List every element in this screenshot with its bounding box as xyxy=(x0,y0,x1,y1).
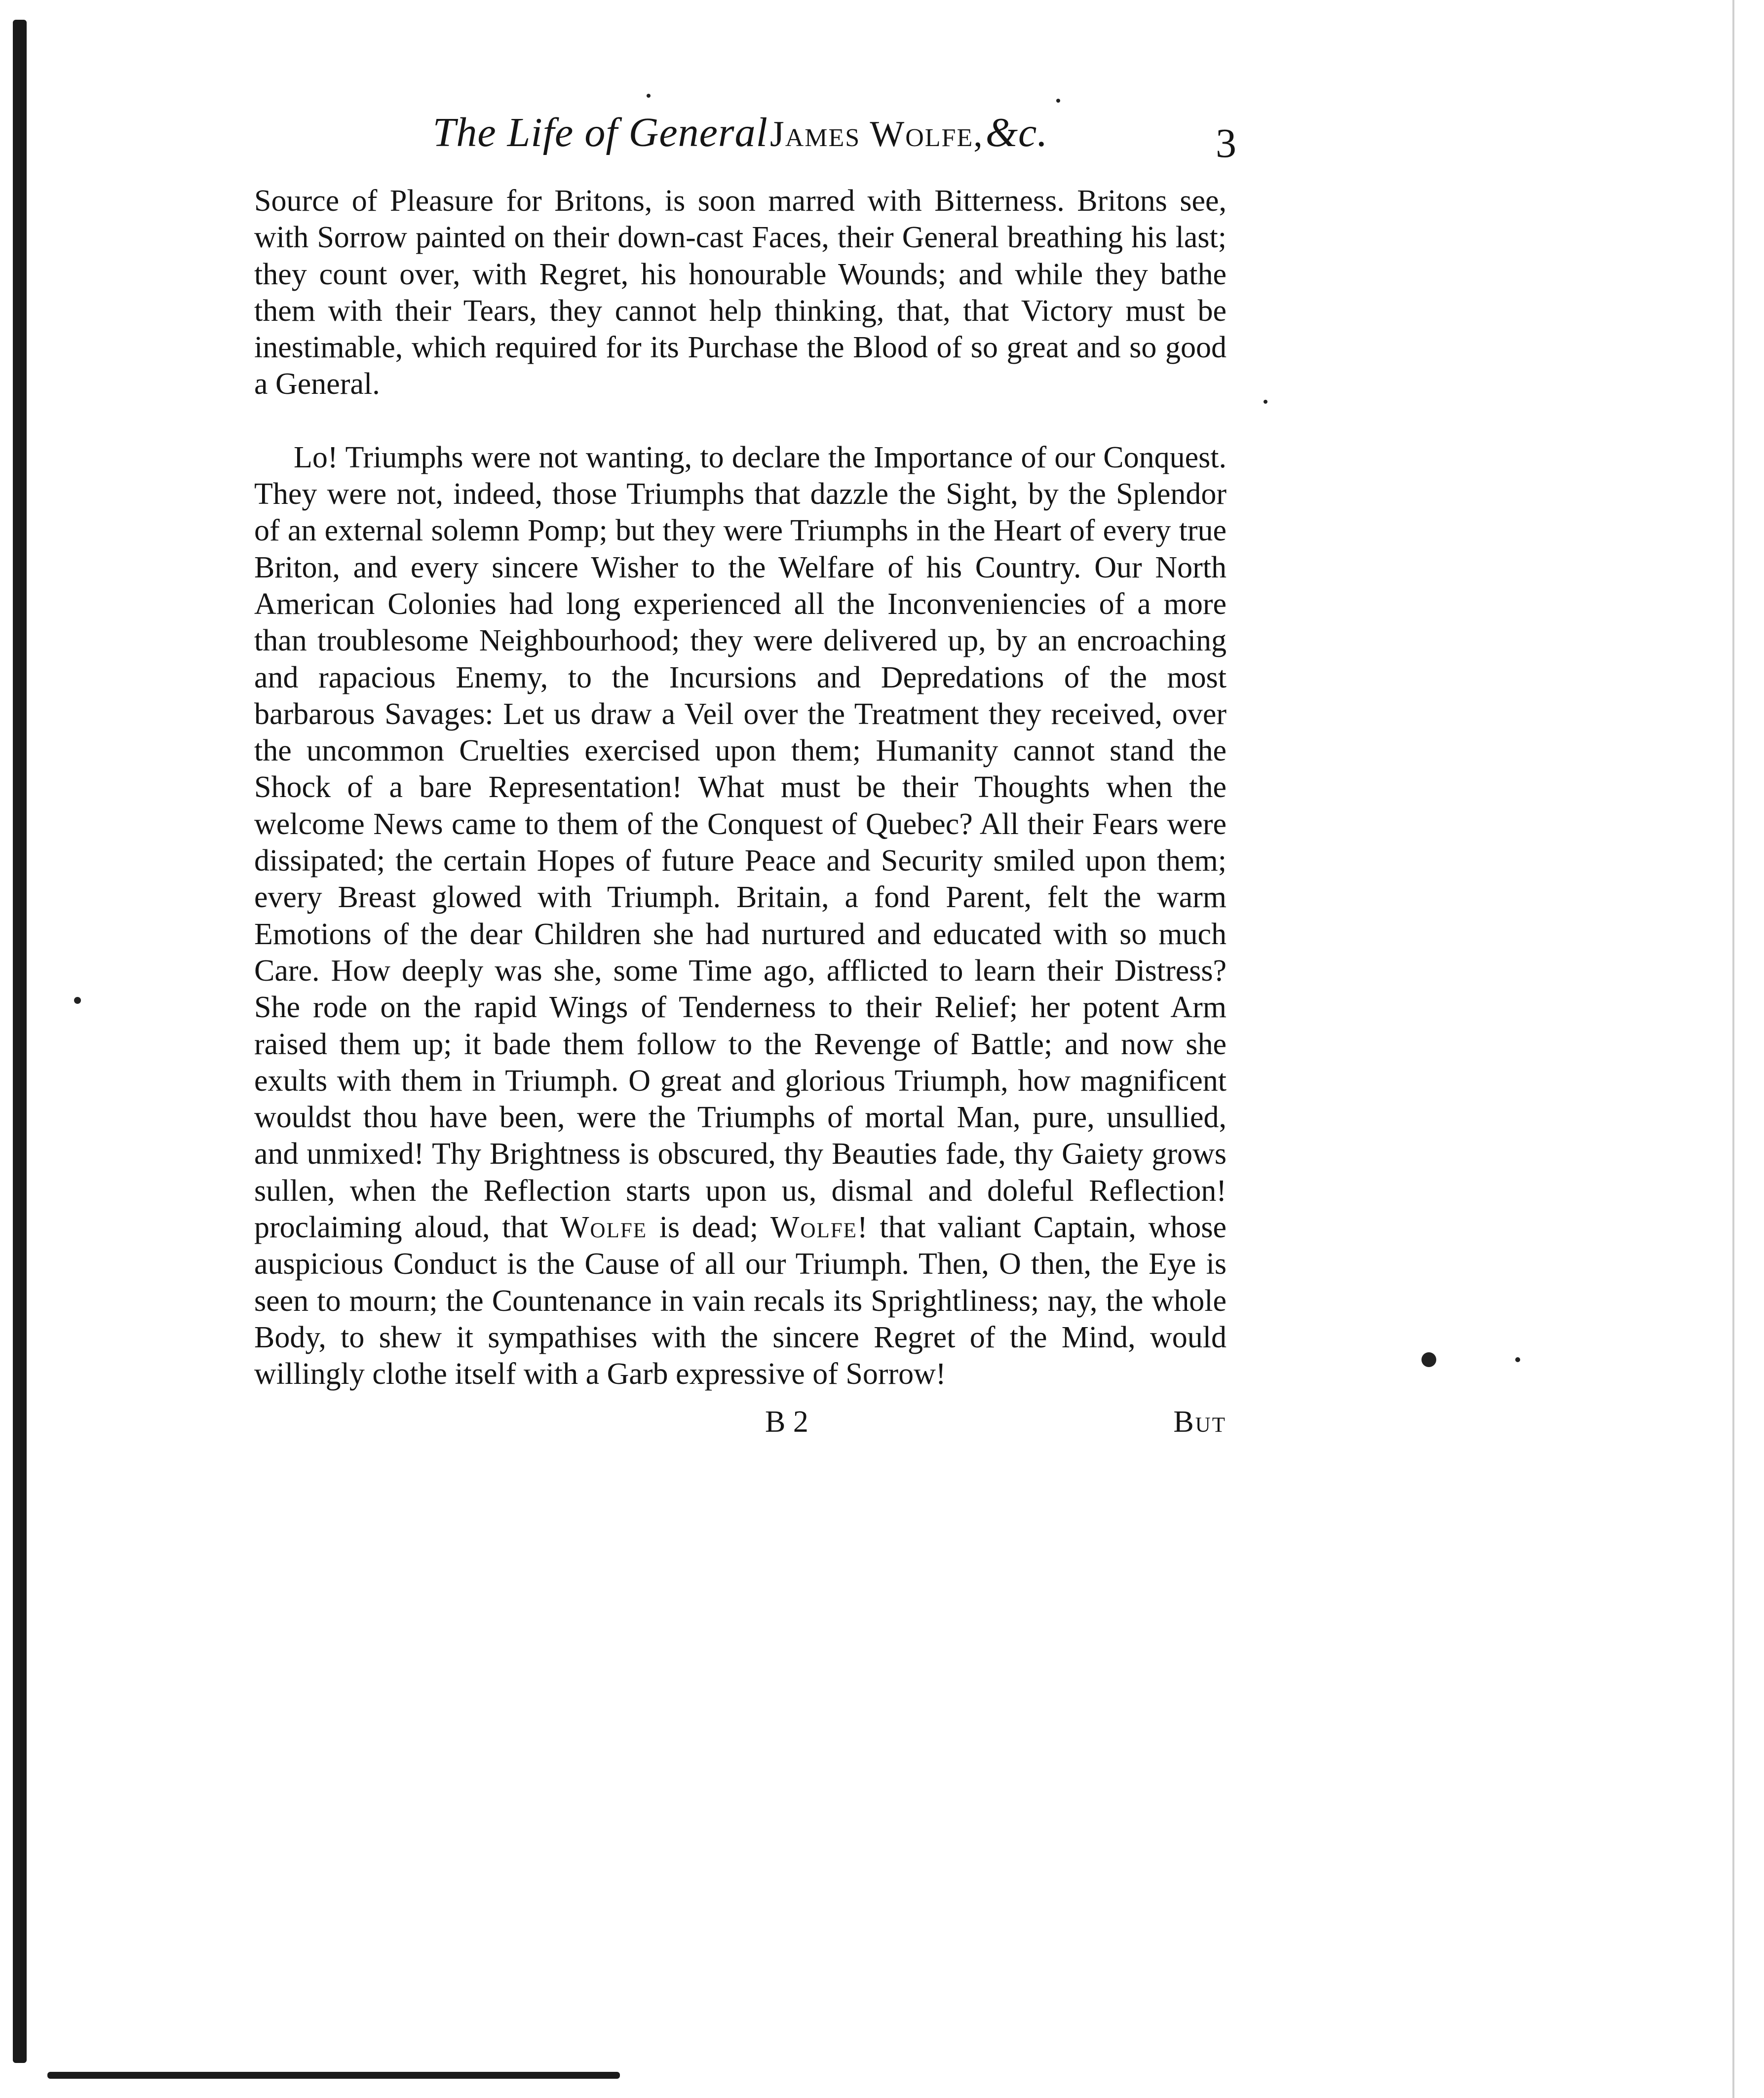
ink-speck xyxy=(1421,1352,1436,1367)
body-text xyxy=(254,183,1227,1393)
running-head-etc: &c. xyxy=(985,110,1048,155)
ink-speck xyxy=(1264,400,1267,404)
catchword: But xyxy=(1173,1405,1227,1439)
scan-shadow-bottom xyxy=(47,2072,620,2079)
scan-edge-right xyxy=(1732,0,1734,2098)
ink-speck xyxy=(74,997,81,1004)
page-number: 3 xyxy=(1216,120,1236,166)
ink-speck xyxy=(1056,99,1060,103)
running-head xyxy=(254,109,1236,183)
book-page xyxy=(254,109,1236,1444)
paragraph-text-part: is dead; xyxy=(659,1211,759,1245)
ink-speck xyxy=(1515,1357,1520,1362)
paragraph-continued: Source of Pleasure for Britons, is soon marred with Bitterness. Britons see, with Sorrow painted on their down-cast Faces, their General breathing his last; they count over, with Regret, his honourable Wounds; and while they bathe them with their Tears, they cannot help thinking, that, that Victory must be inestimable, which required for its Purchase the Blood of so great and so good a General. xyxy=(254,184,1227,401)
paragraph-lo-triumphs xyxy=(254,439,1227,1393)
paragraph-text-part: Lo! Triumphs were not wanting, to declare the Importance of our Conquest. They were not, indeed, those Triumphs that dazzle the Sight, by the Splendor of an external solemn Pomp; but they were Triumphs in the Heart of every true Briton, and every sincere Wisher to the Welfare of his Country. Our North American Colonies had long experienced all the Inconveniencies of a more than troublesome Neighbourhood; they were delivered up, by an encroaching and rapacious Enemy, to the Incursions and Depredations of the most barbarous Savages: Let us draw a Veil over the Treatment they received, over the uncommon Cruelties exercised upon them; Humanity cannot stand the Shock of a bare Representation! What must be their Thoughts when the welcome News came to them of the Conquest of Quebec? All their Fears were dissipated; the certain Hopes of future Peace and Security smiled upon them; every Breast glowed with Triumph. Britain, a fond Parent, felt the warm Emotions of the dear Children she had nurtured and educated with so much Care. How deeply was she, some Time ago, afflicted to learn their Distress? She rode on the rapid Wings of Tenderness to their Relief; her potent Arm raised them up; it bade them follow to the Revenge of Battle; and now she exults with them in Triumph. O great and glorious Triumph, how magnificent wouldst thou have been, were the Triumphs of mortal Man, pure, unsullied, and unmixed! Thy Brightness is obscured, thy Beauties fade, thy Gaiety grows sullen, when the Reflection starts upon us, dismal and doleful Reflection! proclaiming aloud, that xyxy=(254,440,1227,1245)
signature-mark: B 2 xyxy=(765,1405,808,1439)
ink-speck xyxy=(647,94,651,98)
running-head-title: The Life of General xyxy=(432,110,768,155)
running-head-name: James Wolfe, xyxy=(769,114,984,154)
name-wolfe: Wolfe xyxy=(560,1211,648,1245)
name-wolfe: Wolfe xyxy=(770,1211,857,1245)
paragraph-text-part: ! that valiant Captain, whose auspicious Conduct is the Cause of all our Triumph. Then, O then, the Eye is seen to mourn; the Countenance in vain recals its Sprightliness; nay, the whole Body, to shew it sympathises with the sincere Regret of the Mind, would willingly clothe itself with a Garb expressive of Sorrow! xyxy=(254,1211,1227,1391)
page-footer xyxy=(254,1405,1227,1444)
scan-shadow-left xyxy=(13,20,27,2063)
